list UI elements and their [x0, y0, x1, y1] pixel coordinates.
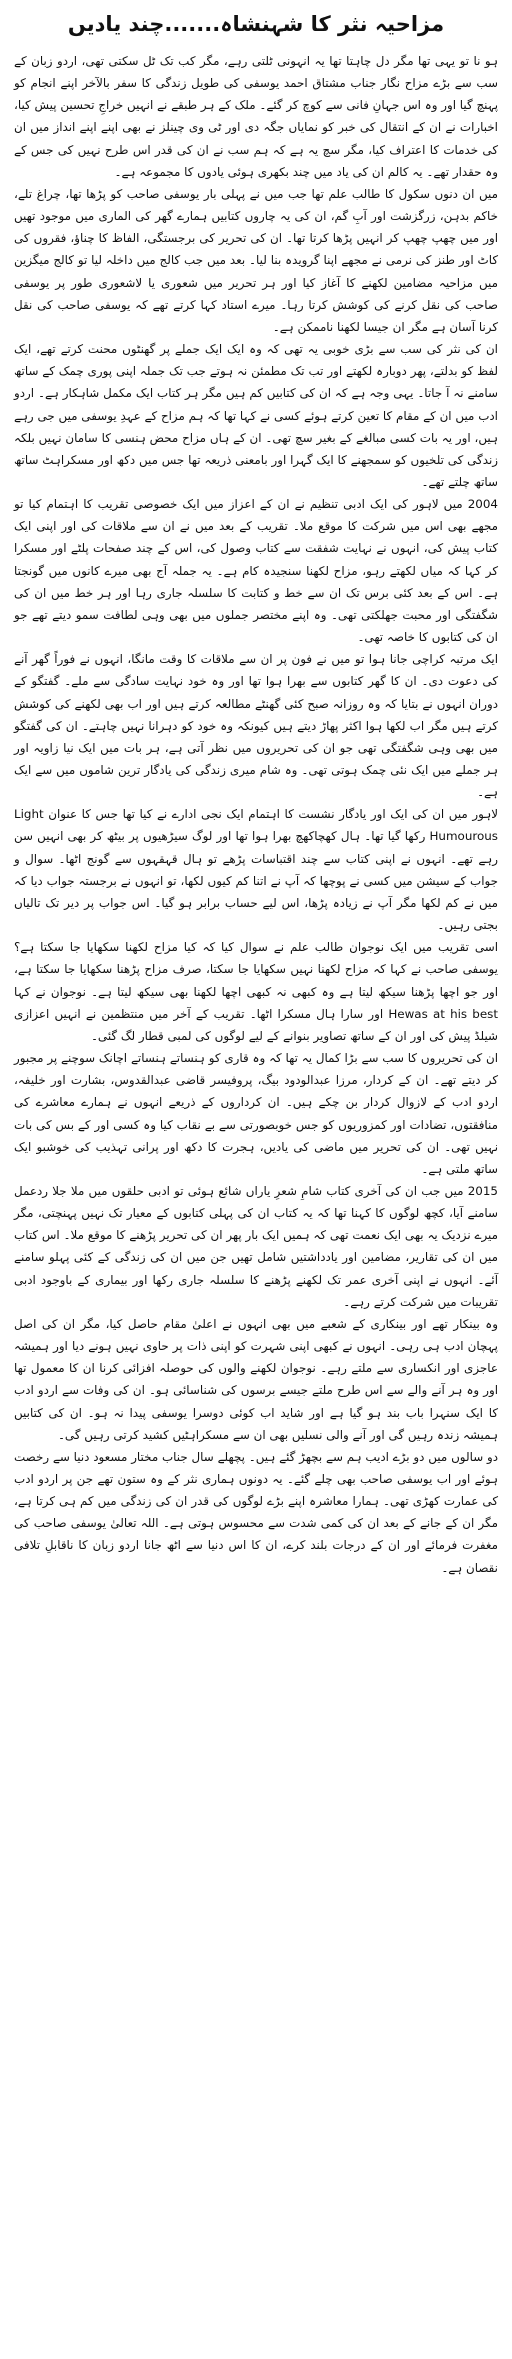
article-paragraph: لاہور میں ان کی ایک اور یادگار نشست کا اہتمام ایک نجی ادارے نے کیا تھا جس کا عنوان Light Humourous رکھا گیا تھا۔ ہال کھچاکھچ بھرا ہوا تھا اور لوگ سیڑھیوں پر بیٹھ کر بھی انہیں سن رہے تھے۔ انہوں نے اپنی کتاب سے چند اقتباسات پڑھے تو ہال قہقہوں سے گونج اٹھا۔ سوال و جواب کے سیشن میں کسی نے پوچھا کہ آپ نے اتنا کم کیوں لکھا، تو انہوں نے برجستہ جواب دیا کہ میں نے کم لکھا مگر آپ نے زیادہ پڑھا، اس لیے حساب برابر ہو گیا۔ اس جواب پر دیر تک تالیاں بجتی رہیں۔	[14, 807, 498, 933]
article-paragraph: ہو نا تو یہی تھا مگر دل چاہتا تھا یہ انہونی ٹلتی رہے، مگر کب تک ٹل سکتی تھی، اردو زبان کے سب سے بڑے مزاح نگار جناب مشتاق احمد یوسفی کی طویل زندگی کا سفر بالآخر اپنے انجام کو پہنچ گیا اور وہ اس جہانِ فانی سے کوچ کر گئے۔ ملک کے ہر طبقے نے انہیں خراجِ تحسین پیش کیا، اخبارات نے ان کے انتقال کی خبر کو نمایاں جگہ دی اور ٹی وی چینلز نے بھی اپنے اپنے انداز میں ان کی خدمات کا اعتراف کیا، مگر سچ یہ ہے کہ ہم سب نے ان کی قدر اس طرح نہیں کی جس کے وہ حقدار تھے۔ یہ کالم ان کی یاد میں چند بکھری ہوئی یادوں کا مجموعہ ہے۔	[14, 54, 498, 179]
article-paragraph: 2015 میں جب ان کی آخری کتاب شامِ شعرِ یاراں شائع ہوئی تو ادبی حلقوں میں ملا جلا ردعمل سامنے آیا، کچھ لوگوں کا کہنا تھا کہ یہ کتاب ان کی پہلی کتابوں کے معیار تک نہیں پہنچتی، مگر میرے نزدیک یہ بھی ایک نعمت تھی کہ ہمیں ایک بار پھر ان کی تحریر پڑھنے کا موقع ملا۔ اس کتاب میں ان کی تقاریر، مضامین اور یادداشتیں شامل تھیں جن میں ان کی زندگی کے کئی پہلو سامنے آئے۔ انہوں نے اپنی آخری عمر تک لکھنے پڑھنے کا سلسلہ جاری رکھا اور بیماری کے باوجود ادبی تقریبات میں شرکت کرتے رہے۔	[14, 1183, 498, 1309]
article-paragraph: اسی تقریب میں ایک نوجوان طالب علم نے سوال کیا کہ کیا مزاح لکھنا سکھایا جا سکتا ہے؟ یوسفی صاحب نے کہا کہ مزاح لکھنا نہیں سکھایا جا سکتا، صرف مزاح پڑھنا سکھایا جا سکتا ہے، اور جو اچھا پڑھنا سیکھ لیتا ہے وہ کبھی نہ کبھی اچھا لکھنا بھی سیکھ لیتا ہے۔ نوجوان نے کہا Hewas at his best اور سارا ہال مسکرا اٹھا۔ تقریب کے آخر میں منتظمین نے انہیں اعزازی شیلڈ پیش کی اور ان کے ساتھ تصاویر بنوانے کے لیے لوگوں کی لمبی قطار لگ گئی۔	[14, 940, 498, 1043]
article-paragraph: وہ بینکار تھے اور بینکاری کے شعبے میں بھی انہوں نے اعلیٰ مقام حاصل کیا، مگر ان کی اصل پہچان ادب ہی رہی۔ انہوں نے کبھی اپنی شہرت کو اپنی ذات پر حاوی نہیں ہونے دیا اور ہمیشہ عاجزی اور انکساری سے ملتے رہے۔ نوجوان لکھنے والوں کی حوصلہ افزائی کرنا ان کا معمول تھا اور وہ ہر آنے والے سے اس طرح ملتے جیسے برسوں کی شناسائی ہو۔ ان کی وفات سے اردو ادب کا ایک سنہرا باب بند ہو گیا ہے اور شاید اب کوئی دوسرا یوسفی پیدا نہ ہو۔ ان کی کتابیں ہمیشہ زندہ رہیں گی اور آنے والی نسلیں بھی ان سے مسکراہٹیں کشید کرتی رہیں گی۔	[14, 1316, 498, 1442]
article-paragraph: دو سالوں میں دو بڑے ادیب ہم سے بچھڑ گئے ہیں۔ پچھلے سال جناب مختار مسعود دنیا سے رخصت ہوئے اور اب یوسفی صاحب بھی چلے گئے۔ یہ دونوں ہماری نثر کے وہ ستون تھے جن پر اردو ادب کی عمارت کھڑی تھی۔ ہمارا معاشرہ اپنے بڑے لوگوں کی قدر ان کی زندگی میں کم ہی کرتا ہے، مگر ان کے جانے کے بعد ان کی کمی شدت سے محسوس ہوتی ہے۔ اللہ تعالیٰ یوسفی صاحب کی مغفرت فرمائے اور ان کے درجات بلند کرے، ان کا اس دنیا سے اٹھ جانا اردو زبان کا ناقابلِ تلافی نقصان ہے۔	[14, 1449, 498, 1575]
article-paragraph: میں ان دنوں سکول کا طالب علم تھا جب میں نے پہلی بار یوسفی صاحب کو پڑھا تھا، چراغ تلے، خاکم بدہن، زرگزشت اور آبِ گم، ان کی یہ چاروں کتابیں ہمارے گھر کی الماری میں موجود تھیں اور میں چھپ چھپ کر انہیں پڑھا کرتا تھا۔ ان کی تحریر کی برجستگی، الفاظ کا چناؤ، فقروں کی کاٹ اور طنز کی نرمی نے مجھے اپنا گرویدہ بنا لیا۔ بعد میں جب کالج میں داخلہ لیا تو کالج میگزین میں مزاحیہ مضامین لکھنے کا آغاز کیا اور ہر تحریر میں شعوری یا لاشعوری طور پر یوسفی صاحب کی نقل کرنے کی کوشش کرتا رہا۔ میرے استاد کہا کرتے تھے کہ یوسفی صاحب کی نقل کرنا آسان ہے مگر ان جیسا لکھنا ناممکن ہے۔	[14, 186, 498, 334]
article-paragraph: 2004 میں لاہور کی ایک ادبی تنظیم نے ان کے اعزاز میں ایک خصوصی تقریب کا اہتمام کیا تو مجھے بھی اس میں شرکت کا موقع ملا۔ تقریب کے بعد میں نے ان سے ملاقات کی اور اپنی ایک کتاب پیش کی، انہوں نے نہایت شفقت سے کتاب وصول کی، اس کے چند صفحات پلٹے اور مسکرا کر کہا کہ میاں لکھتے رہو، مزاح لکھنا سنجیدہ کام ہے۔ یہ جملہ آج بھی میرے کانوں میں گونجتا ہے۔ اس کے بعد کئی برس تک ان سے خط و کتابت کا سلسلہ جاری رہا اور ہر خط میں ان کی شگفتگی اور محبت جھلکتی تھی۔ وہ اپنے مختصر جملوں میں بھی وہی لطافت سمو دیتے تھے جو ان کی کتابوں کا خاصہ تھی۔	[14, 497, 498, 645]
article-title: مزاحیہ نثر کا شہنشاہ.......چند یادیں	[67, 12, 445, 36]
article-paragraph: ایک مرتبہ کراچی جانا ہوا تو میں نے فون پر ان سے ملاقات کا وقت مانگا، انہوں نے فوراً گھر آنے کی دعوت دی۔ ان کا گھر کتابوں سے بھرا ہوا تھا اور وہ خود نہایت سادگی سے ملے۔ گفتگو کے دوران انہوں نے بتایا کہ وہ روزانہ صبح کئی گھنٹے مطالعہ کرتے ہیں اور اب بھی لکھنے کی کوشش کرتے ہیں مگر اب لکھا ہوا اکثر پھاڑ دیتے ہیں کیونکہ وہ خود کو دہرانا نہیں چاہتے۔ ان کی گفتگو میں بھی وہی شگفتگی تھی جو ان کی تحریروں میں نظر آتی ہے، ہر بات میں ایک نیا زاویہ اور ہر جملے میں ایک نئی چمک ہوتی تھی۔ وہ شام میری زندگی کی یادگار ترین شاموں میں سے ایک ہے۔	[14, 652, 498, 800]
article-body	[14, 50, 498, 1579]
article-paragraph: ان کی نثر کی سب سے بڑی خوبی یہ تھی کہ وہ ایک ایک جملے پر گھنٹوں محنت کرتے تھے، ایک لفظ کو بدلتے، پھر دوبارہ لکھتے اور تب تک مطمئن نہ ہوتے جب تک جملہ اپنی پوری چمک کے ساتھ سامنے نہ آ جاتا۔ یہی وجہ ہے کہ ان کی کتابیں کم ہیں مگر ہر کتاب ایک مکمل شاہکار ہے۔ اردو ادب میں ان کے مقام کا تعین کرتے ہوئے کسی نے کہا تھا کہ ہم مزاح کے عہدِ یوسفی میں جی رہے ہیں، اور یہ بات کسی مبالغے کے بغیر سچ تھی۔ ان کے ہاں مزاح محض ہنسی کا سامان نہیں بلکہ زندگی کی تلخیوں کو سمجھنے کا ایک گہرا اور بامعنی ذریعہ تھا جس میں دکھ اور مسکراہٹ ساتھ ساتھ چلتے تھے۔	[14, 342, 498, 489]
article-paragraph: ان کی تحریروں کا سب سے بڑا کمال یہ تھا کہ وہ قاری کو ہنساتے ہنساتے اچانک سوچنے پر مجبور کر دیتے تھے۔ ان کے کردار، مرزا عبدالودود بیگ، پروفیسر قاضی عبدالقدوس، بشارت اور خلیفہ، اردو ادب کے لازوال کردار بن چکے ہیں۔ ان کرداروں کے ذریعے انہوں نے ہمارے معاشرے کی منافقتوں، تضادات اور کمزوریوں کو جس خوبصورتی سے بے نقاب کیا وہ کسی اور کے بس کی بات نہیں تھی۔ ان کی تحریر میں ماضی کی یادیں، ہجرت کا دکھ اور پرانی تہذیب کی خوشبو ایک ساتھ ملتی ہے۔	[14, 1051, 498, 1176]
